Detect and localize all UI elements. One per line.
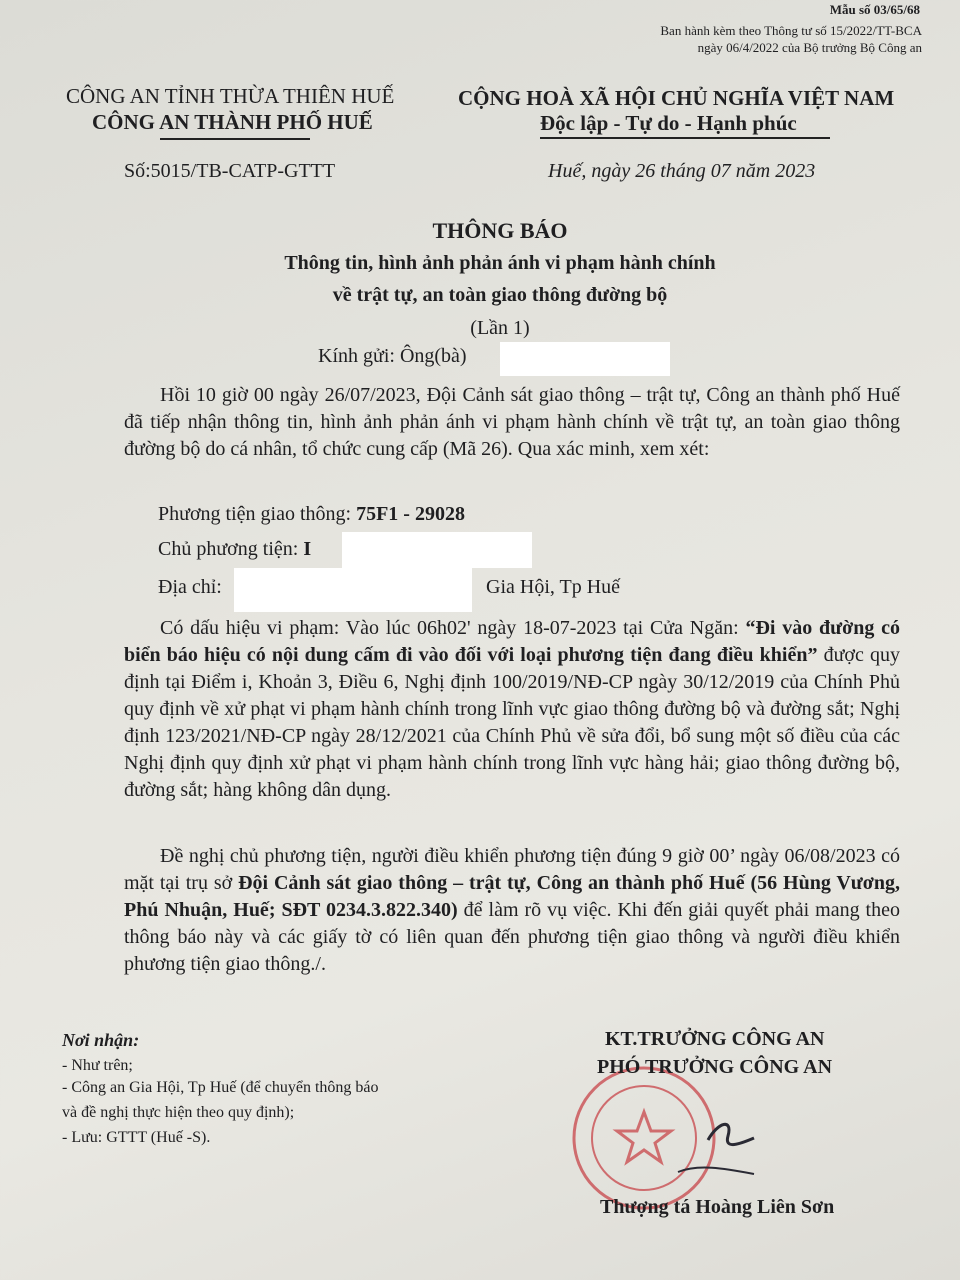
signature-title-line2: PHÓ TRƯỞNG CÔNG AN: [597, 1056, 833, 1078]
form-code: Mẫu số 03/65/68: [829, 2, 920, 17]
motto-underline: [540, 137, 830, 139]
violation-quote: “Đi vào đường có biển báo hiệu có nội dung cấm đi vào đối với loại phương tiện đang điều khiển”: [124, 617, 900, 666]
address-visible: Gia Hội, Tp Huế: [486, 576, 621, 598]
request-prefix: Đề nghị chủ phương tiện, người điều khiển phương tiện đúng 9 giờ 00’ ngày 06/08/2023 có mặt tại trụ sở: [124, 845, 900, 894]
request-bold: Đội Cảnh sát giao thông – trật tự, Công an thành phố Huế (56 Hùng Vương, Phú Nhuận, Huế; SĐT 0234.3.822.340): [124, 872, 900, 921]
request-rest: để làm rõ vụ việc. Khi đến giải quyết phải mang theo thông báo này và các giấy tờ có liên quan đến phương tiện giao thông và người điều khiển phương tiện giao thông./.: [124, 899, 900, 975]
request-paragraph: [124, 843, 900, 978]
notice-title: THÔNG BÁO: [432, 218, 568, 243]
agency-underline: [160, 138, 310, 140]
document-number: Số:5015/TB-CATP-GTTT: [124, 160, 336, 182]
redaction-box: [342, 532, 532, 568]
owner-partial: I: [303, 538, 312, 560]
form-issued-line2: ngày 06/4/2022 của Bộ trưởng Bộ Công an: [697, 40, 922, 55]
form-issued-line1: Ban hành kèm theo Thông tư số 15/2022/TT-BCA: [660, 23, 922, 38]
redaction-box: [500, 342, 670, 376]
vehicle-plate: 75F1 - 29028: [356, 503, 465, 525]
owner-label: Chủ phương tiện:: [158, 538, 304, 560]
recipient-item: - Như trên;: [62, 1057, 133, 1074]
signer-name: Thượng tá Hoàng Liên Sơn: [600, 1196, 835, 1218]
address-label: Địa chỉ:: [158, 576, 222, 598]
recipient-item: - Công an Gia Hội, Tp Huế (để chuyển thông báo: [62, 1079, 379, 1096]
vehicle-line: [158, 503, 465, 526]
signature-title-line1: KT.TRƯỞNG CÔNG AN: [605, 1028, 825, 1050]
form-issued-note: [660, 22, 922, 56]
national-motto: Độc lập - Tự do - Hạnh phúc: [540, 111, 797, 135]
agency-name: CÔNG AN THÀNH PHỐ HUẾ: [92, 110, 373, 134]
intro-paragraph: Hồi 10 giờ 00 ngày 26/07/2023, Đội Cảnh sát giao thông – trật tự, Công an thành phố Huế đã tiếp nhận thông tin, hình ảnh phản ánh vi phạm hành chính về trật tự, an toàn giao thông đường bộ do cá nhân, tổ chức cung cấp (Mã 26). Qua xác minh, xem xét:: [124, 384, 900, 460]
redaction-box: [234, 568, 472, 612]
place-date: Huế, ngày 26 tháng 07 năm 2023: [548, 160, 816, 182]
notice-subtitle-line1: Thông tin, hình ảnh phản ánh vi phạm hành chính: [284, 252, 716, 274]
recipient-item: - Lưu: GTTT (Huế -S).: [62, 1129, 211, 1146]
recipient-item: và đề nghị thực hiện theo quy định);: [62, 1104, 295, 1121]
violation-prefix: Có dấu hiệu vi phạm: Vào lúc 06h02' ngày 18-07-2023 tại Cửa Ngăn:: [160, 617, 746, 639]
owner-line: [158, 538, 311, 561]
republic-title: CỘNG HOÀ XÃ HỘI CHỦ NGHĨA VIỆT NAM: [458, 86, 895, 110]
recipients-heading: Nơi nhận:: [62, 1030, 140, 1050]
violation-rest: được quy định tại Điểm i, Khoản 3, Điều 6, Nghị định 100/2019/NĐ-CP ngày 30/12/2019 của Chính Phủ quy định về xử phạt vi phạm hành chính trong lĩnh vực giao thông đường bộ và đường sắt; Nghị định 123/2021/NĐ-CP ngày 28/12/2021 của Chính Phủ về sửa đổi, bổ sung một số điều của các Nghị định quy định xử phạt vi phạm hành chính trong lĩnh vực hàng hải; giao thông đường bộ, đường sắt; hàng không dân dụng.: [124, 644, 900, 801]
notice-times: (Lần 1): [470, 317, 530, 339]
violation-paragraph: [124, 615, 900, 804]
vehicle-label: Phương tiện giao thông:: [158, 503, 357, 525]
addressee-label: Kính gửi: Ông(bà): [318, 345, 467, 367]
notice-subtitle-line2: về trật tự, an toàn giao thông đường bộ: [332, 284, 668, 306]
agency-parent: CÔNG AN TỈNH THỪA THIÊN HUẾ: [66, 84, 395, 108]
